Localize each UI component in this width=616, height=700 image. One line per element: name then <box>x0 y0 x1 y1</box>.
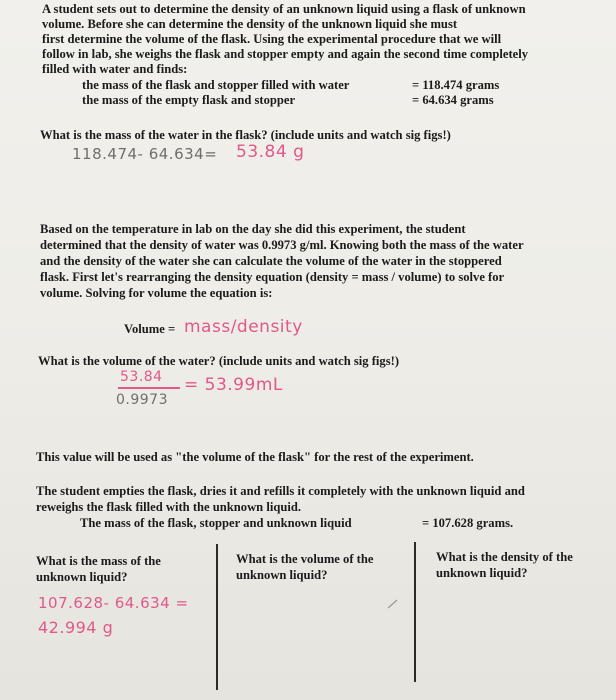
question-unknown-mass-1: What is the mass of the <box>36 554 161 568</box>
handwritten-unknown-mass-work: 107.628- 64.634 = <box>38 594 189 612</box>
pencil-mark-icon <box>386 598 400 610</box>
density-para-line-5: volume. Solving for volume the equation is: <box>40 286 273 300</box>
intro-line-3: first determine the volume of the flask. Using the experimental procedure that we will <box>42 32 502 46</box>
intro-line-1: A student sets out to determine the density of an unknown liquid using a flask of unknown <box>42 2 526 16</box>
column-divider-left <box>216 544 218 690</box>
question-unknown-volume-1: What is the volume of the <box>236 552 374 566</box>
unknown-para-line-1: The student empties the flask, dries it and refills it completely with the unknown liquid and <box>36 484 525 498</box>
handwritten-water-mass-work: 118.474- 64.634= <box>72 145 218 163</box>
unknown-para-line-2: reweighs the flask filled with the unknown liquid. <box>36 500 301 514</box>
intro-line-2: volume. Before she can determine the density of the unknown liquid she must <box>42 17 458 31</box>
handwritten-volume-denominator: 0.9973 <box>116 392 168 408</box>
question-unknown-density-2: unknown liquid? <box>436 566 528 580</box>
fraction-bar <box>118 387 180 389</box>
question-water-volume: What is the volume of the water? (include units and watch sig figs!) <box>38 354 400 368</box>
density-para-line-3: and the density of the water she can calculate the volume of the water in the stoppered <box>40 254 502 268</box>
measurement-label-filled: the mass of the flask and stopper filled with water <box>82 78 350 92</box>
measurement-value-empty: = 64.634 grams <box>412 93 494 107</box>
density-para-line-2: determined that the density of water was 0.9973 g/ml. Knowing both the mass of the water <box>40 238 524 252</box>
volume-of-flask-note: This value will be used as "the volume of the flask" for the rest of the experiment. <box>36 450 474 464</box>
handwritten-unknown-mass-answer: 42.994 g <box>38 618 114 637</box>
handwritten-volume-formula: mass/density <box>184 317 303 337</box>
measurement-label-empty: the mass of the empty flask and stopper <box>82 93 296 107</box>
column-divider-right <box>414 542 416 682</box>
unknown-mass-label: The mass of the flask, stopper and unknown liquid <box>80 516 352 530</box>
intro-line-4: follow in lab, she weighs the flask and stopper empty and again the second time completely <box>42 47 529 61</box>
question-unknown-volume-2: unknown liquid? <box>236 568 328 582</box>
question-unknown-density-1: What is the density of the <box>436 550 573 564</box>
intro-line-5: filled with water and finds: <box>42 62 188 76</box>
density-para-line-4: flask. First let's rearranging the density equation (density = mass / volume) to solve for <box>40 270 505 284</box>
density-para-line-1: Based on the temperature in lab on the day she did this experiment, the student <box>40 222 466 236</box>
handwritten-volume-numerator: 53.84 <box>120 369 163 385</box>
question-unknown-mass-2: unknown liquid? <box>36 570 128 584</box>
question-water-mass: What is the mass of the water in the flask? (include units and watch sig figs!) <box>40 128 451 142</box>
measurement-value-filled: = 118.474 grams <box>412 78 500 92</box>
unknown-mass-value: = 107.628 grams. <box>422 516 514 530</box>
handwritten-water-mass-answer: 53.84 g <box>236 142 305 162</box>
handwritten-volume-answer: = 53.99mL <box>184 375 283 395</box>
volume-equation-label: Volume = <box>124 322 176 336</box>
